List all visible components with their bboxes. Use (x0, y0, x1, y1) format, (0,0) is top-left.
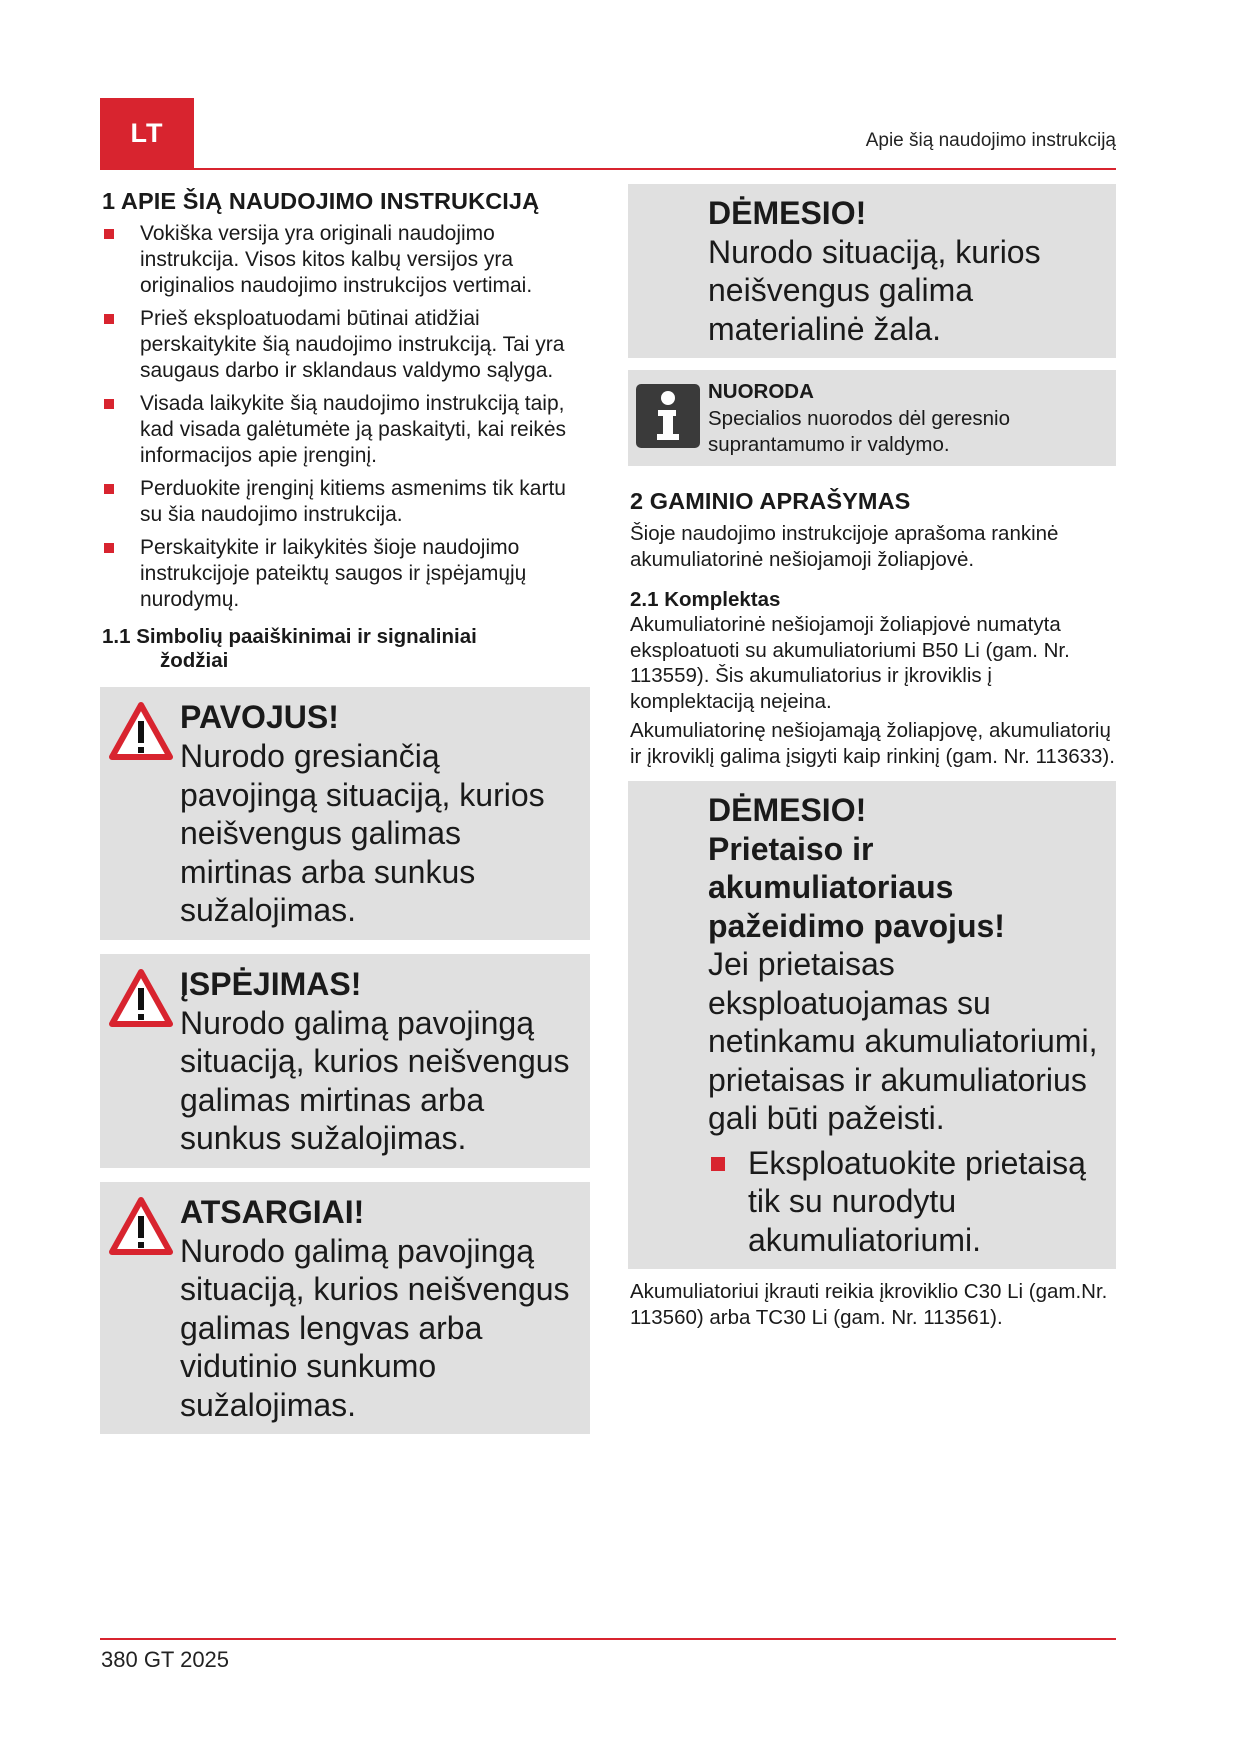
danger-text: Nurodo gresiančią pavojingą situaciją, kurios neišvengus galimas mirtinas arba sunkus sužalojimas. (180, 738, 545, 928)
footer-rule (100, 1638, 1116, 1640)
section-1-1-heading: 1.1 Simbolių paaiškinimai ir signaliniai žodžiai (102, 625, 477, 672)
attention-damage-bullet: Eksploatuokite prietaisą tik su nurodytu akumuliatoriumi. (708, 1144, 1102, 1260)
warning-triangle-icon (108, 968, 174, 1028)
info-icon (636, 384, 700, 448)
warning-text: Nurodo galimą pavojingą situaciją, kurios neišvengus galimas mirtinas arba sunkus sužalojimas. (180, 1004, 570, 1156)
list-item: Vokiška versija yra originali naudojimo instrukcija. Visos kitos kalbų versijos yra originalios naudojimo instrukcijos vertimai. (100, 221, 590, 299)
caution-title: ATSARGIAI! (180, 1193, 365, 1230)
list-item: Perskaitykite ir laikykitės šioje naudojimo instrukcijoje pateiktų saugos ir įspėjamųjų nurodymų. (100, 535, 590, 613)
bullet-square-icon (711, 1157, 725, 1171)
list-item: Perduokite įrenginį kitiems asmenims tik kartu su šia naudojimo instrukcija. (100, 476, 590, 528)
running-header: Apie šią naudojimo instrukciją (865, 130, 1116, 151)
warning-box (100, 954, 590, 1168)
right-column (628, 184, 1116, 1334)
header-rule (100, 168, 1116, 170)
attention-box (628, 184, 1116, 358)
left-column (100, 184, 590, 1434)
footer-text: 380 GT 2025 (101, 1647, 230, 1672)
section-1-heading: 1 APIE ŠIĄ NAUDOJIMO INSTRUKCIJĄ (102, 188, 540, 214)
note-title: NUORODA (708, 380, 814, 403)
attention-damage-title: DĖMESIO! (708, 792, 867, 828)
bullet-square-icon (104, 229, 114, 239)
section-2-1-para-2: Akumuliatorinę nešiojamąją žoliapjovę, akumuliatorių ir įkroviklį galima įsigyti kaip rinkinį (gam. Nr. 113633). (630, 719, 1115, 768)
bullet-square-icon (104, 314, 114, 324)
language-tab: LT (100, 98, 194, 168)
section-1-bullets (100, 221, 590, 613)
section-2-text: Šioje naudojimo instrukcijoje aprašoma rankinė akumuliatorinė nešiojamoji žoliapjovė. (630, 522, 1059, 571)
danger-title: PAVOJUS! (180, 699, 339, 735)
charging-note: Akumuliatoriui įkrauti reikia įkroviklio C30 Li (gam.Nr. 113560) arba TC30 Li (gam. Nr. 113561). (630, 1280, 1108, 1329)
bullet-square-icon (104, 484, 114, 494)
attention-text: Nurodo situaciją, kurios neišvengus galima materialinė žala. (708, 233, 1041, 347)
warning-triangle-icon (108, 1196, 174, 1256)
attention-damage-box (628, 781, 1116, 1269)
note-box (628, 370, 1116, 466)
warning-triangle-icon (108, 701, 174, 761)
danger-box (100, 687, 590, 940)
list-item: Prieš eksploatuodami būtinai atidžiai perskaitykite šią naudojimo instrukciją. Tai yra saugaus darbo ir sklandaus valdymo sąlyga. (100, 306, 590, 384)
section-2-heading: 2 GAMINIO APRAŠYMAS (630, 488, 911, 514)
section-2-1-heading: 2.1 Komplektas (630, 588, 781, 611)
caution-text: Nurodo galimą pavojingą situaciją, kurios neišvengus galimas lengvas arba vidutinio sunkumo sužalojimas. (180, 1232, 570, 1423)
attention-title: DĖMESIO! (708, 195, 867, 231)
attention-damage-text: Jei prietaisas eksploatuojamas su netinkamu akumuliatoriumi, prietaisas ir akumuliatorius gali būti pažeisti. (708, 946, 1098, 1136)
note-text: Specialios nuorodos dėl geresnio suprantamumo ir valdymo. (708, 407, 1011, 456)
caution-box (100, 1182, 590, 1435)
section-2-1-para-1: Akumuliatorinė nešiojamoji žoliapjovė numatyta eksploatuoti su akumuliatoriumi B50 Li (gam. Nr. 113559). Šis akumuliatorius ir įkroviklis į komplektaciją neįeina. (630, 613, 1070, 713)
bullet-square-icon (104, 399, 114, 409)
warning-title: ĮSPĖJIMAS! (180, 965, 362, 1002)
bullet-square-icon (104, 543, 114, 553)
attention-damage-subtitle: Prietaiso ir akumuliatoriaus pažeidimo pavojus! (708, 830, 1005, 944)
list-item: Visada laikykite šią naudojimo instrukciją taip, kad visada galėtumėte ją paskaityti, kai reikės informacijos apie įrenginį. (100, 391, 590, 469)
